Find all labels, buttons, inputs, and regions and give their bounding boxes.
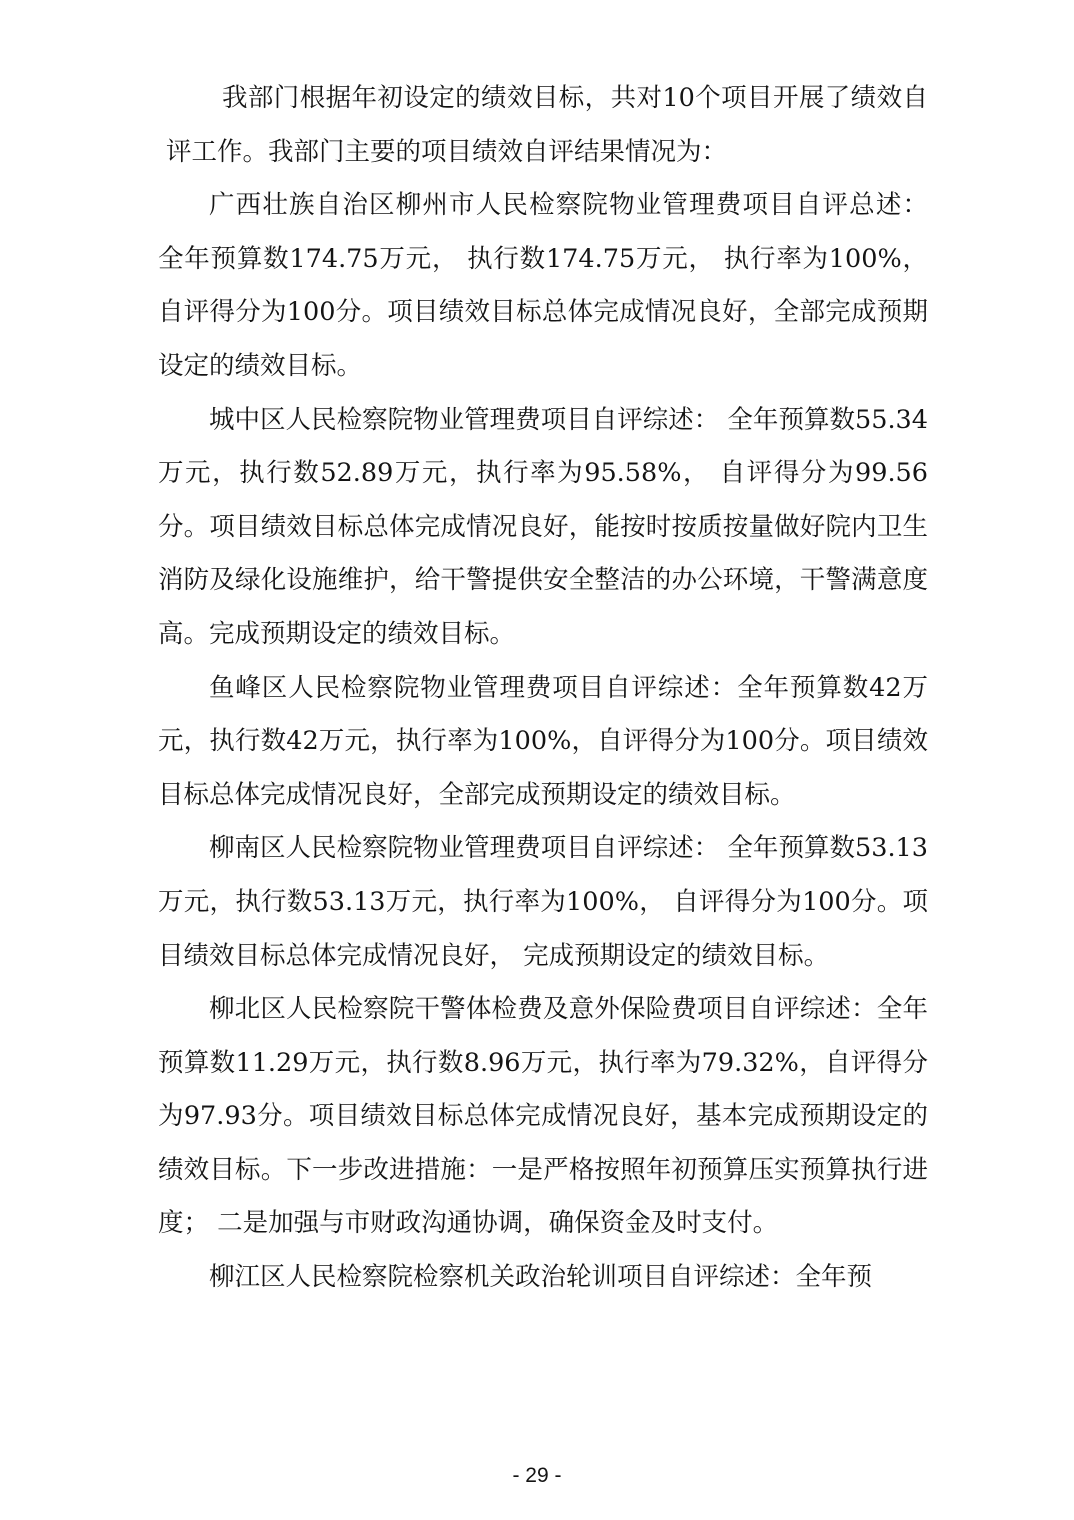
paragraph-liubei: 柳北区人民检察院干警体检费及意外保险费项目自评综述：全年预算数11.29万元，执行数8.96万元，执行率为79.32%，自评得分为97.93分。项目绩效目标总体完成情况良好，基本完成预期设定的绩效目标。下一步改进措施：一是严格按照年初预算压实预算执行进度； 二是加强与市财政沟通协调，确保资金及时支付。 <box>158 994 928 1239</box>
paragraph-liuzhou-city: 广西壮族自治区柳州市人民检察院物业管理费项目自评总述： 全年预算数174.75万元， 执行数174.75万元， 执行率为100%，自评得分为100分。项目绩效目标总体完成情况良好，全部完成预期设定的绩效目标。 <box>158 190 928 381</box>
paragraph-intro: 我部门根据年初设定的绩效目标，共对10个项目开展了绩效自评工作。我部门主要的项目绩效自评结果情况为： <box>166 83 928 167</box>
paragraph-liunan: 柳南区人民检察院物业管理费项目自评综述： 全年预算数53.13万元，执行数53.13万元，执行率为100%， 自评得分为100分。项目绩效目标总体完成情况良好， 完成预期设定的绩效目标。 <box>158 833 928 971</box>
paragraph-liujiang: 柳江区人民检察院检察机关政治轮训项目自评综述：全年预 <box>209 1262 873 1293</box>
page-number: - 29 - <box>512 1464 562 1487</box>
paragraph-chengzhong: 城中区人民检察院物业管理费项目自评综述： 全年预算数55.34万元，执行数52.89万元，执行率为95.58%， 自评得分为99.56分。项目绩效目标总体完成情况良好，能按时按质按量做好院内卫生消防及绿化设施维护，给干警提供安全整洁的办公环境，干警满意度高。完成预期设定的绩效目标。 <box>158 404 928 649</box>
document-body <box>158 72 928 1305</box>
paragraph-yufeng: 鱼峰区人民检察院物业管理费项目自评综述：全年预算数42万元，执行数42万元，执行率为100%，自评得分为100分。项目绩效目标总体完成情况良好，全部完成预期设定的绩效目标。 <box>158 672 928 810</box>
